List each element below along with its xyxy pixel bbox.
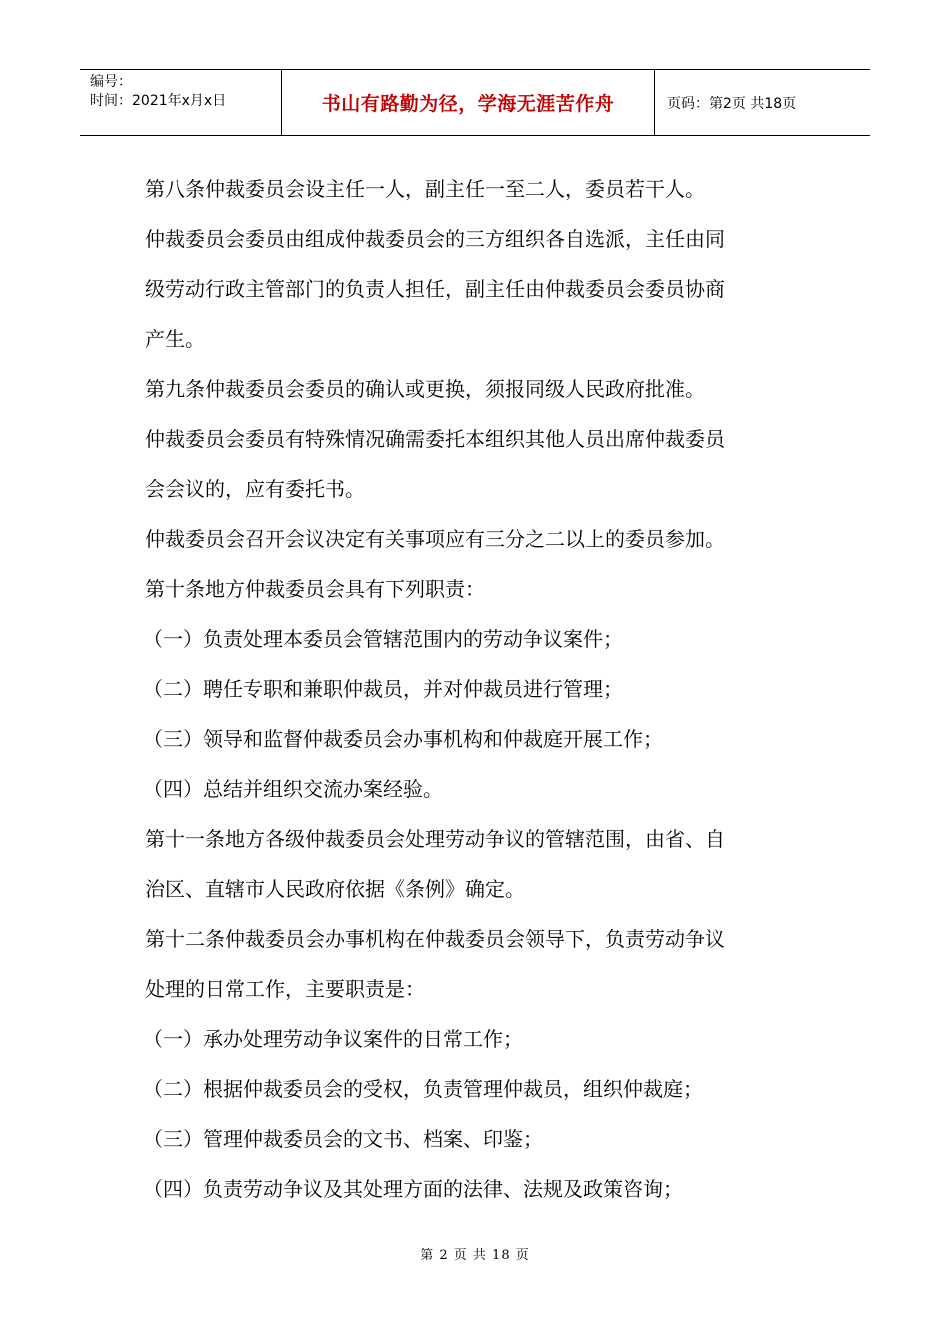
list-item: （一）承办处理劳动争议案件的日常工作； (143, 1027, 523, 1051)
page-header (80, 69, 870, 136)
list-item: （二）根据仲裁委员会的受权，负责管理仲裁员，组织仲裁庭； (143, 1077, 703, 1101)
list-item: （四）负责劳动争议及其处理方面的法律、法规及政策咨询； (143, 1177, 683, 1201)
text-line: 第九条仲裁委员会委员的确认或更换，须报同级人民政府批准。 (145, 377, 705, 401)
text-line: 第十一条地方各级仲裁委员会处理劳动争议的管辖范围，由省、自 (145, 827, 725, 851)
list-item: （二）聘任专职和兼职仲裁员，并对仲裁员进行管理； (143, 677, 623, 701)
header-page-info: 页码：第2页 共18页 (667, 95, 797, 112)
text-line: 第十二条仲裁委员会办事机构在仲裁委员会领导下，负责劳动争议 (145, 927, 725, 951)
text-line: 治区、直辖市人民政府依据《条例》确定。 (145, 877, 525, 901)
serial-label: 编号： (90, 74, 132, 90)
list-item: （一）负责处理本委员会管辖范围内的劳动争议案件； (143, 627, 623, 651)
text-line: 会会议的，应有委托书。 (145, 477, 365, 501)
text-line: 第十条地方仲裁委员会具有下列职责： (145, 577, 485, 601)
text-line: 仲裁委员会委员由组成仲裁委员会的三方组织各自选派，主任由同 (145, 227, 725, 251)
document-body (145, 164, 825, 1214)
list-item: （四）总结并组织交流办案经验。 (143, 777, 443, 801)
header-meta (80, 70, 282, 135)
list-item: （三）领导和监督仲裁委员会办事机构和仲裁庭开展工作； (143, 727, 663, 751)
header-motto: 书山有路勤为径，学海无涯苦作舟 (282, 70, 655, 135)
text-line: 仲裁委员会委员有特殊情况确需委托本组织其他人员出席仲裁委员 (145, 427, 725, 451)
text-line: 第八条仲裁委员会设主任一人，副主任一至二人，委员若干人。 (145, 177, 705, 201)
page-footer: 第 2 页 共 18 页 (420, 1248, 530, 1263)
text-line: 仲裁委员会召开会议决定有关事项应有三分之二以上的委员参加。 (145, 527, 725, 551)
date-label: 时间：2021年x月x日 (90, 93, 227, 109)
text-line: 处理的日常工作，主要职责是： (145, 977, 425, 1001)
text-line: 产生。 (145, 327, 205, 351)
list-item: （三）管理仲裁委员会的文书、档案、印鉴； (143, 1127, 543, 1151)
text-line: 级劳动行政主管部门的负责人担任，副主任由仲裁委员会委员协商 (145, 277, 725, 301)
